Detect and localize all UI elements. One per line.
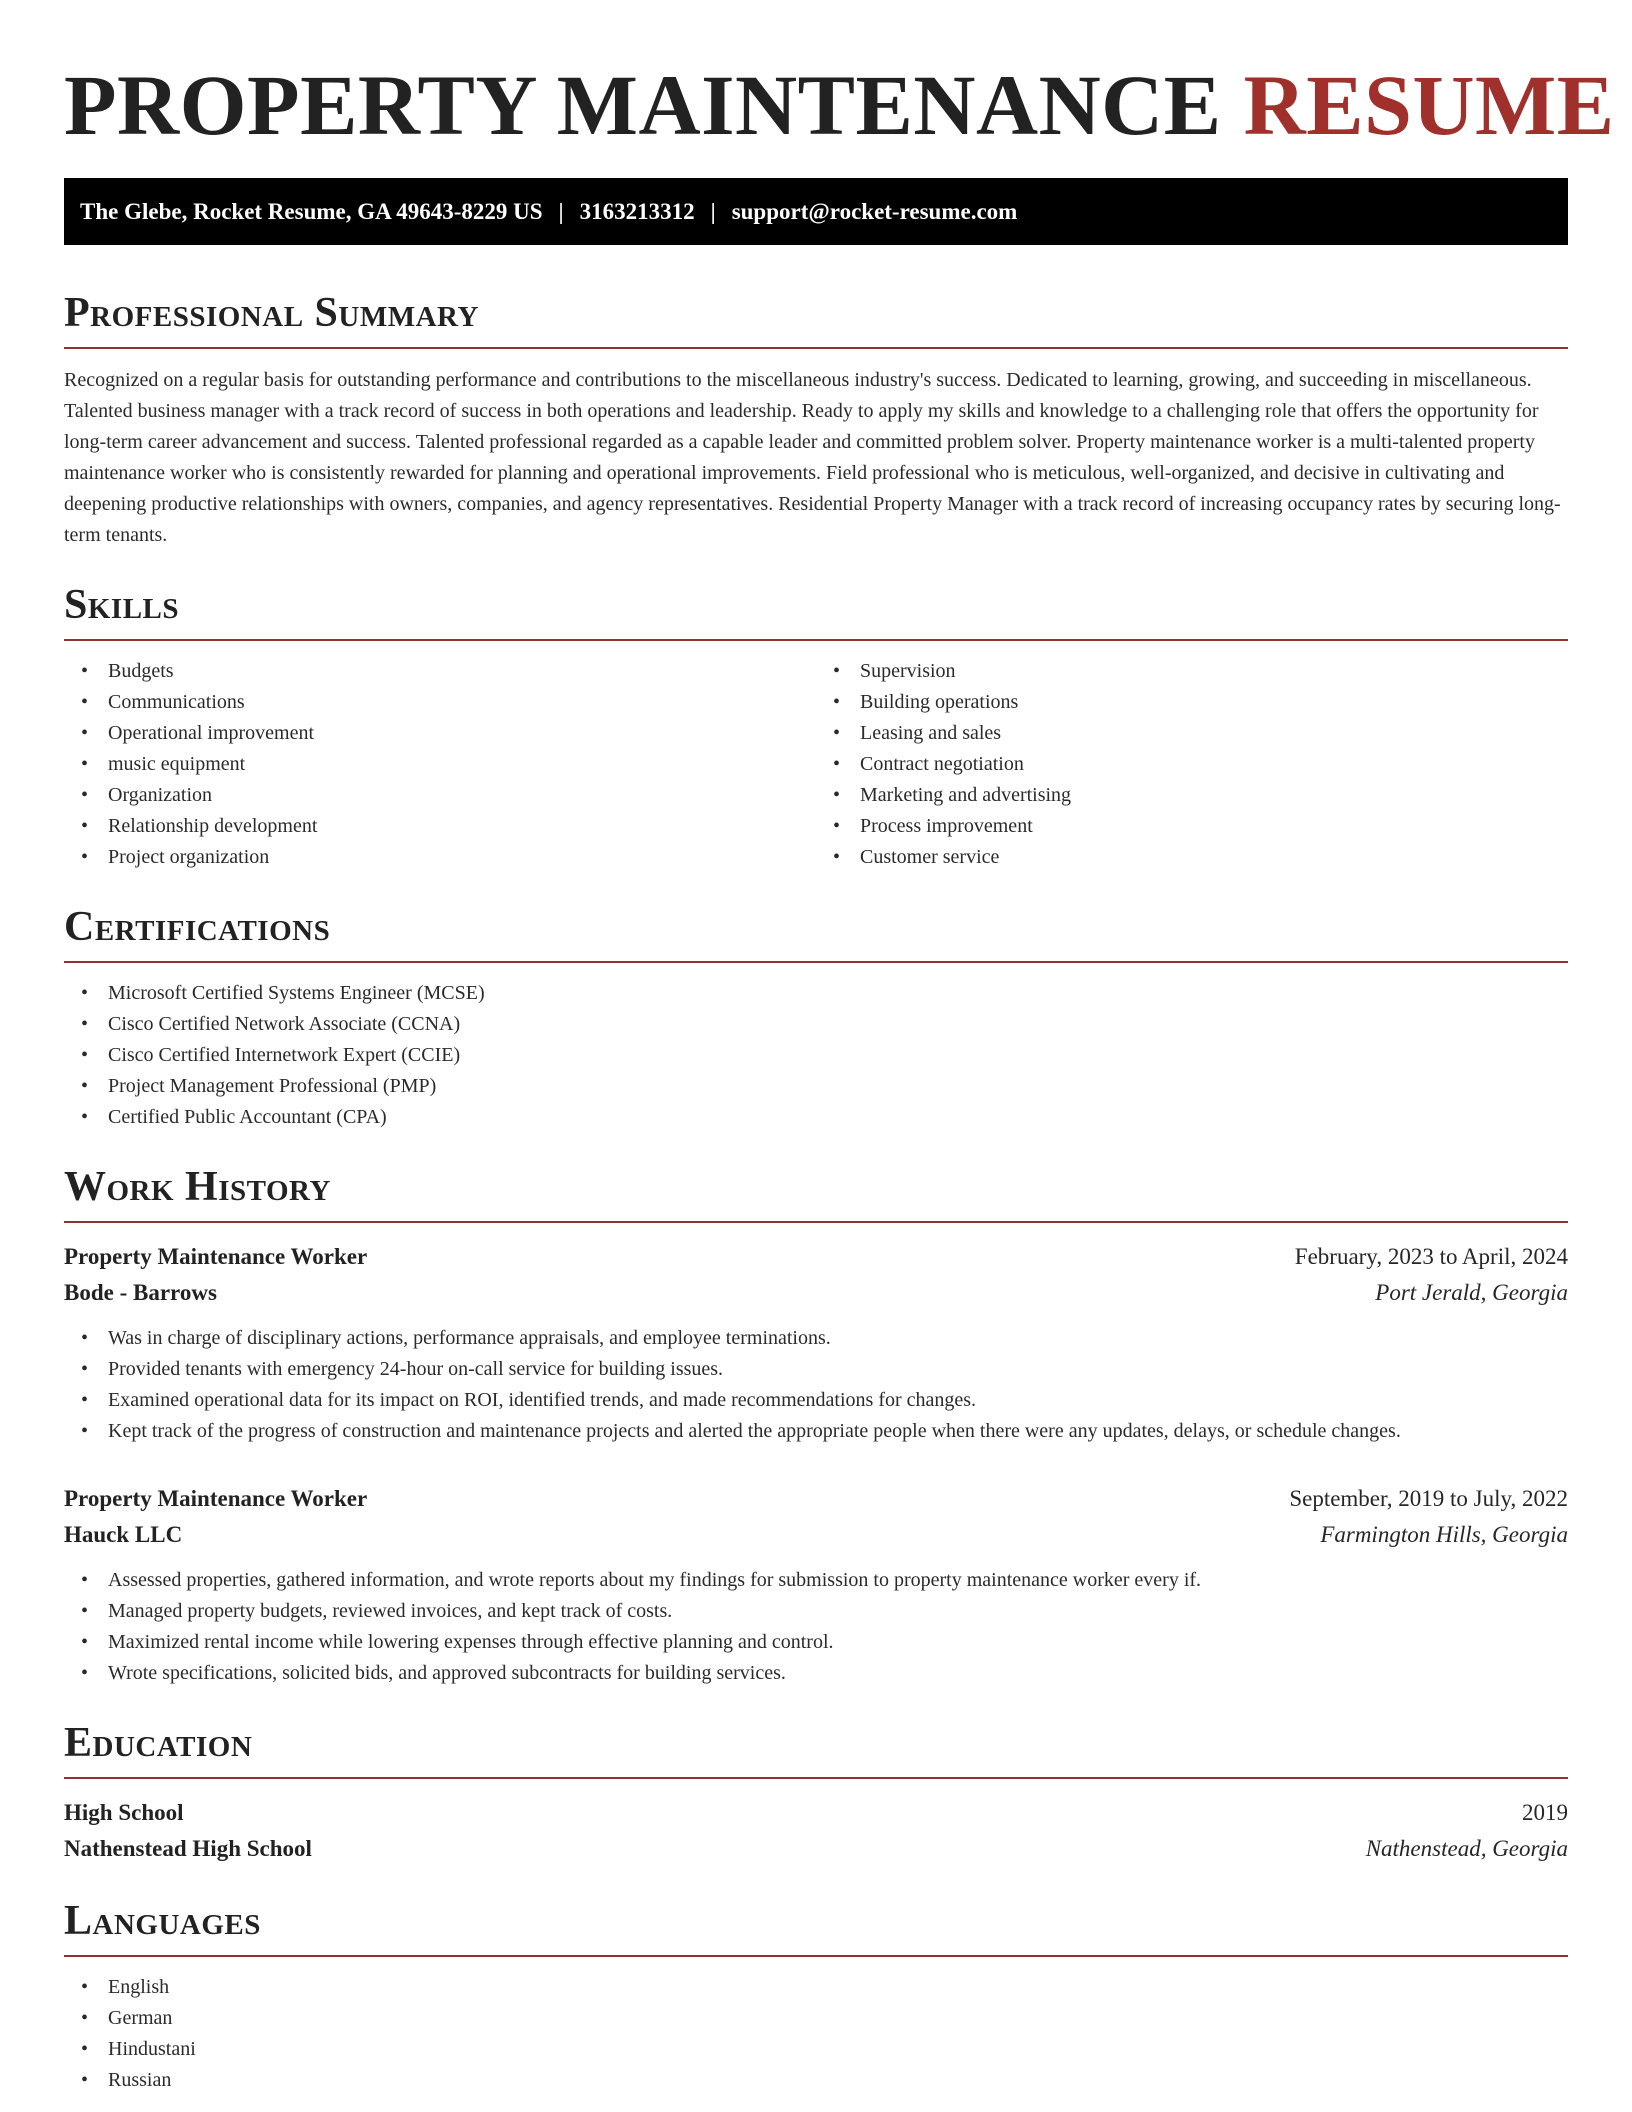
skill-item: • Building operations (860, 687, 1568, 718)
education-degree: High School (64, 1800, 184, 1825)
job-dates: September, 2019 to July, 2022 (1289, 1486, 1568, 1511)
job-location: Farmington Hills, Georgia (1320, 1522, 1568, 1547)
work-history-section (64, 1163, 1568, 1689)
skill-item: • Budgets (108, 656, 816, 687)
certification-item: • Cisco Certified Network Associate (CCNA) (108, 1009, 1568, 1040)
skills-section (64, 581, 1568, 873)
certifications-list (64, 978, 1568, 1133)
job-duty: • Kept track of the progress of construction and maintenance projects and alerted the appropriate people when there were any updates, delays, or schedule changes. (108, 1416, 1568, 1447)
skill-item: • Leasing and sales (860, 718, 1568, 749)
education-heading: Education (64, 1719, 1568, 1779)
language-item: • Hindustani (108, 2034, 1568, 2065)
summary-heading: Professional Summary (64, 289, 1568, 349)
certifications-section (64, 903, 1568, 1133)
language-item: • Russian (108, 2065, 1568, 2096)
education-entry (64, 1795, 1568, 1867)
summary-text: Recognized on a regular basis for outstanding performance and contributions to the miscellaneous industry's success. Dedicated to learning, growing, and succeeding in miscellaneous. Talented business manager with a track record of success in both operations and leadership. Ready to apply my skills and knowledge to a challenging role that offers the opportunity for long-term career advancement and success. Talented professional regarded as a capable leader and committed problem solver. Property maintenance worker is a multi-talented property maintenance worker who is consistently rewarded for planning and operational improvements. Field professional who is meticulous, well-organized, and decisive in cultivating and deepening productive relationships with owners, companies, and agency representatives. Residential Property Manager with a track record of increasing occupancy rates by securing long-term tenants. (64, 369, 1561, 546)
title-main: PROPERTY MAINTENANCE (64, 57, 1222, 153)
skill-item: • Organization (108, 780, 816, 811)
skill-item: • Relationship development (108, 811, 816, 842)
job-title: Property Maintenance Worker (64, 1244, 368, 1269)
education-school-row (64, 1831, 1568, 1867)
contact-separator: | (558, 198, 564, 224)
job-company: Hauck LLC (64, 1522, 183, 1547)
job-header-row (64, 1239, 1568, 1275)
job-duty: • Provided tenants with emergency 24-hour on-call service for building issues. (108, 1354, 1568, 1385)
job-header-row (64, 1481, 1568, 1517)
job-duty: • Examined operational data for its impact on ROI, identified trends, and made recommendations for changes. (108, 1385, 1568, 1416)
skills-heading: Skills (64, 581, 1568, 641)
job-entry (64, 1239, 1568, 1447)
language-item: • German (108, 2003, 1568, 2034)
skill-item: • music equipment (108, 749, 816, 780)
job-duty: • Maximized rental income while lowering expenses through effective planning and control. (108, 1627, 1568, 1658)
job-title: Property Maintenance Worker (64, 1486, 368, 1511)
job-duty: • Managed property budgets, reviewed invoices, and kept track of costs. (108, 1596, 1568, 1627)
education-school: Nathenstead High School (64, 1836, 312, 1861)
job-duties-list (64, 1565, 1568, 1689)
job-duties-list (64, 1323, 1568, 1447)
education-degree-row (64, 1795, 1568, 1831)
certification-item: • Project Management Professional (PMP) (108, 1071, 1568, 1102)
job-duty: • Was in charge of disciplinary actions, performance appraisals, and employee terminations. (108, 1323, 1568, 1354)
job-location: Port Jerald, Georgia (1375, 1280, 1568, 1305)
title-accent: RESUME (1243, 57, 1615, 153)
language-item: • English (108, 1972, 1568, 2003)
languages-heading: Languages (64, 1897, 1568, 1957)
job-dates: February, 2023 to April, 2024 (1294, 1244, 1568, 1269)
skill-item: • Customer service (860, 842, 1568, 873)
skill-item: • Contract negotiation (860, 749, 1568, 780)
certifications-heading: Certifications (64, 903, 1568, 963)
education-location: Nathenstead, Georgia (1365, 1836, 1568, 1861)
job-company: Bode - Barrows (64, 1280, 217, 1305)
skill-item: • Operational improvement (108, 718, 816, 749)
resume-title (64, 56, 1615, 154)
work-history-heading: Work History (64, 1163, 1568, 1223)
skill-item: • Communications (108, 687, 816, 718)
skills-list-left (64, 656, 816, 873)
job-entry (64, 1481, 1568, 1689)
job-duty: • Assessed properties, gathered information, and wrote reports about my findings for submission to property maintenance worker every if. (108, 1565, 1568, 1596)
skill-item: • Process improvement (860, 811, 1568, 842)
skills-list-right (816, 656, 1568, 873)
certification-item: • Certified Public Accountant (CPA) (108, 1102, 1568, 1133)
job-company-row (64, 1275, 1568, 1311)
contact-address: The Glebe, Rocket Resume, GA 49643-8229 US (80, 198, 543, 224)
job-duty: • Wrote specifications, solicited bids, and approved subcontracts for building services. (108, 1658, 1568, 1689)
certification-item: • Cisco Certified Internetwork Expert (CCIE) (108, 1040, 1568, 1071)
resume-page (64, 0, 1615, 2096)
skill-item: • Project organization (108, 842, 816, 873)
skill-item: • Supervision (860, 656, 1568, 687)
summary-section (64, 289, 1568, 551)
skill-item: • Marketing and advertising (860, 780, 1568, 811)
contact-bar (64, 178, 1568, 245)
languages-section (64, 1897, 1568, 2096)
skills-grid (64, 641, 1568, 873)
job-company-row (64, 1517, 1568, 1553)
contact-separator: | (710, 198, 716, 224)
education-year: 2019 (1522, 1800, 1568, 1825)
contact-phone: 3163213312 (579, 198, 695, 224)
education-section (64, 1719, 1568, 1867)
contact-email: support@rocket-resume.com (731, 198, 1018, 224)
certification-item: • Microsoft Certified Systems Engineer (MCSE) (108, 978, 1568, 1009)
languages-list (64, 1972, 1568, 2096)
